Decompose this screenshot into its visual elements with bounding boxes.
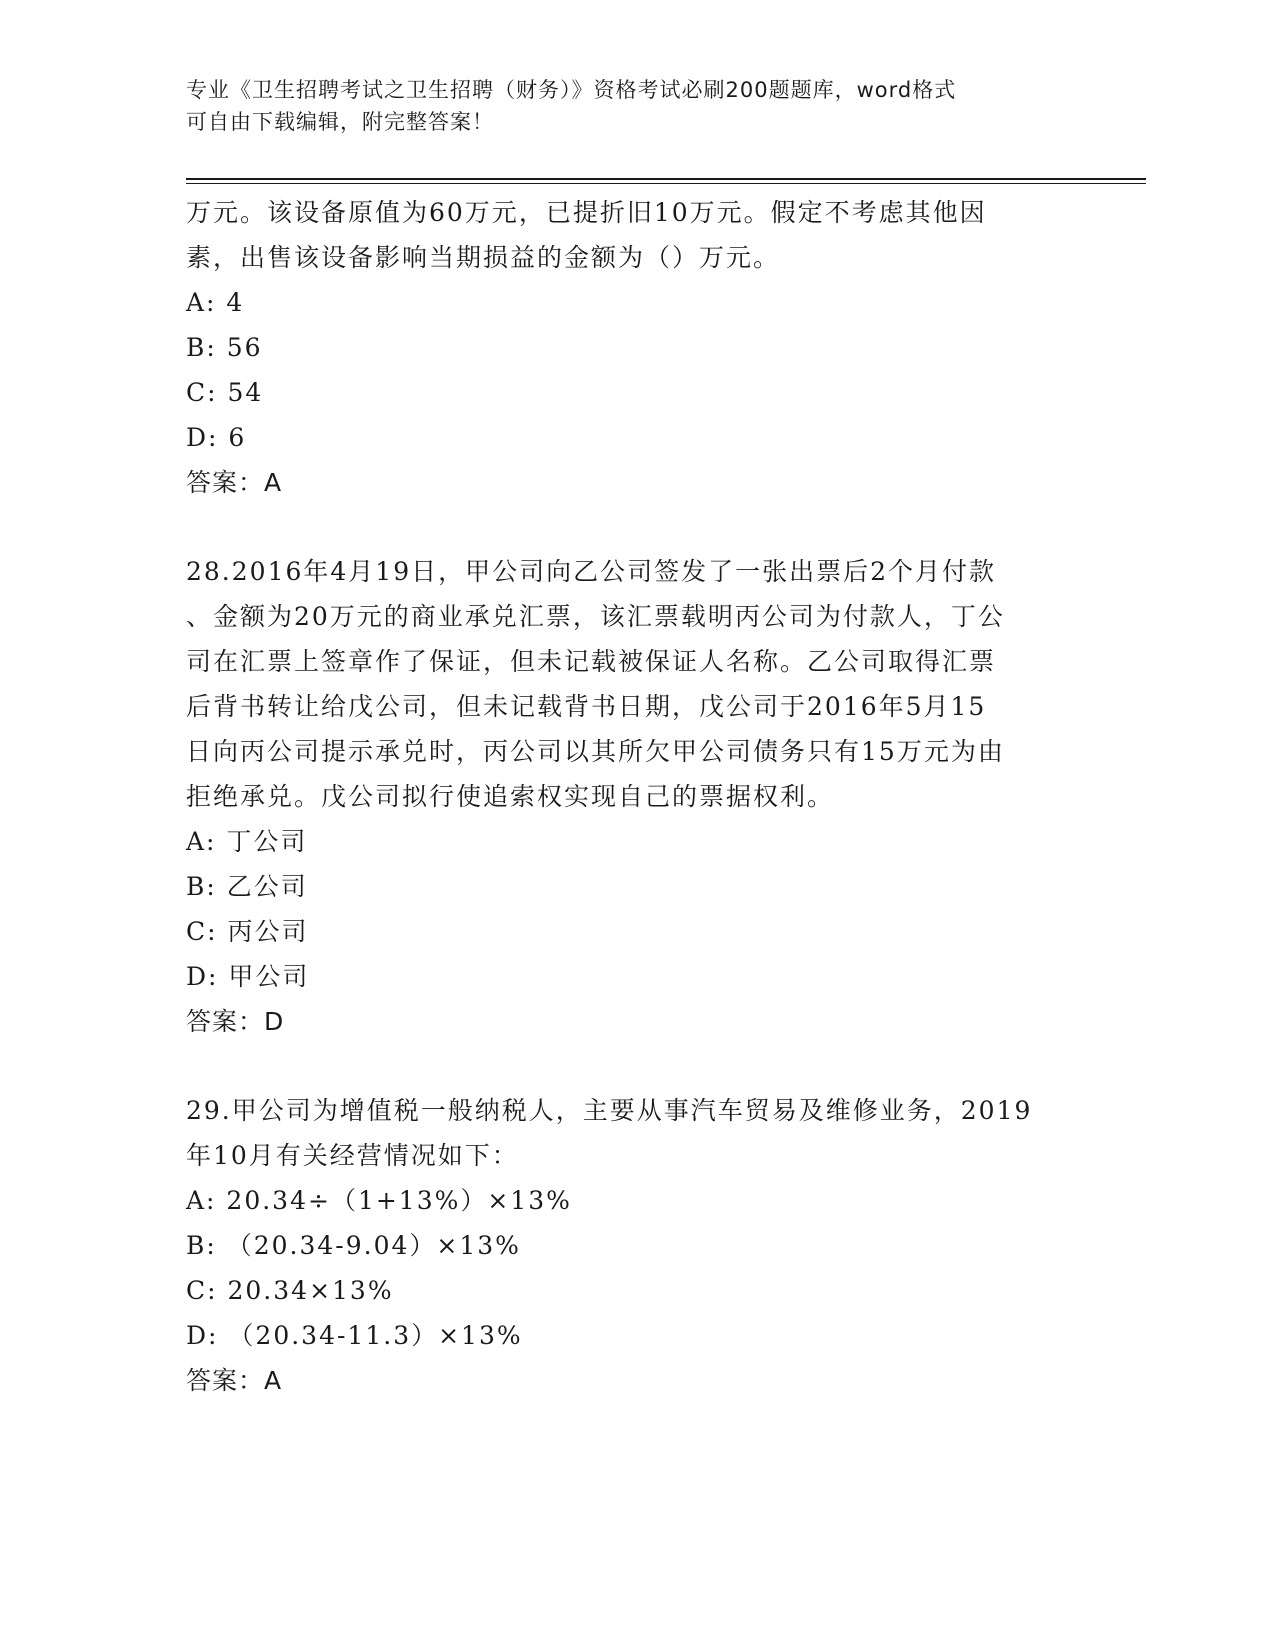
option-c: C: 54: [186, 378, 264, 407]
question-text-line: 万元。该设备原值为60万元，已提折旧10万元。假定不考虑其他因: [186, 198, 987, 227]
question-text-line: 素，出售该设备影响当期损益的金额为（）万元。: [186, 243, 781, 272]
question-spacer: [186, 1044, 1086, 1088]
document-header: [186, 74, 1066, 138]
header-title-line-1: 专业《卫生招聘考试之卫生招聘（财务）》资格考试必刷200题题库，word格式: [186, 78, 957, 102]
question-29: [186, 1088, 1086, 1403]
header-divider-thick: [186, 178, 1146, 180]
header-divider-thin: [186, 183, 1146, 184]
option-b: B: 56: [186, 333, 263, 362]
question-text-line: 29.甲公司为增值税一般纳税人，主要从事汽车贸易及维修业务，2019: [186, 1096, 1033, 1125]
option-d: D: 甲公司: [186, 962, 310, 991]
answer-label: 答案：A: [186, 1366, 283, 1395]
question-text-line: 、金额为20万元的商业承兑汇票，该汇票载明丙公司为付款人，丁公: [186, 602, 1005, 631]
question-text-line: 日向丙公司提示承兑时，丙公司以其所欠甲公司债务只有15万元为由: [186, 737, 1005, 766]
answer-label: 答案：D: [186, 1007, 285, 1036]
question-text-line: 年10月有关经营情况如下：: [186, 1141, 519, 1170]
option-c: C: 20.34×13%: [186, 1276, 394, 1305]
option-a: A: 20.34÷（1+13%）×13%: [186, 1186, 572, 1215]
question-28: [186, 549, 1086, 1044]
header-title-line-2: 可自由下载编辑，附完整答案！: [186, 110, 494, 134]
question-27: [186, 190, 1086, 505]
option-b: B: （20.34-9.04）×13%: [186, 1231, 521, 1260]
option-d: D: 6: [186, 423, 247, 452]
option-a: A: 丁公司: [186, 827, 308, 856]
question-text-line: 司在汇票上签章作了保证，但未记载被保证人名称。乙公司取得汇票: [186, 647, 997, 676]
question-list: [186, 190, 1086, 1403]
question-text-line: 拒绝承兑。戊公司拟行使追索权实现自己的票据权利。: [186, 782, 835, 811]
option-d: D: （20.34-11.3）×13%: [186, 1321, 523, 1350]
question-text-line: 后背书转让给戊公司，但未记载背书日期，戊公司于2016年5月15: [186, 692, 987, 721]
question-spacer: [186, 505, 1086, 549]
option-a: A: 4: [186, 288, 245, 317]
option-c: C: 丙公司: [186, 917, 309, 946]
answer-label: 答案：A: [186, 468, 283, 497]
question-text-line: 28.2016年4月19日，甲公司向乙公司签发了一张出票后2个月付款: [186, 557, 997, 586]
option-b: B: 乙公司: [186, 872, 308, 901]
